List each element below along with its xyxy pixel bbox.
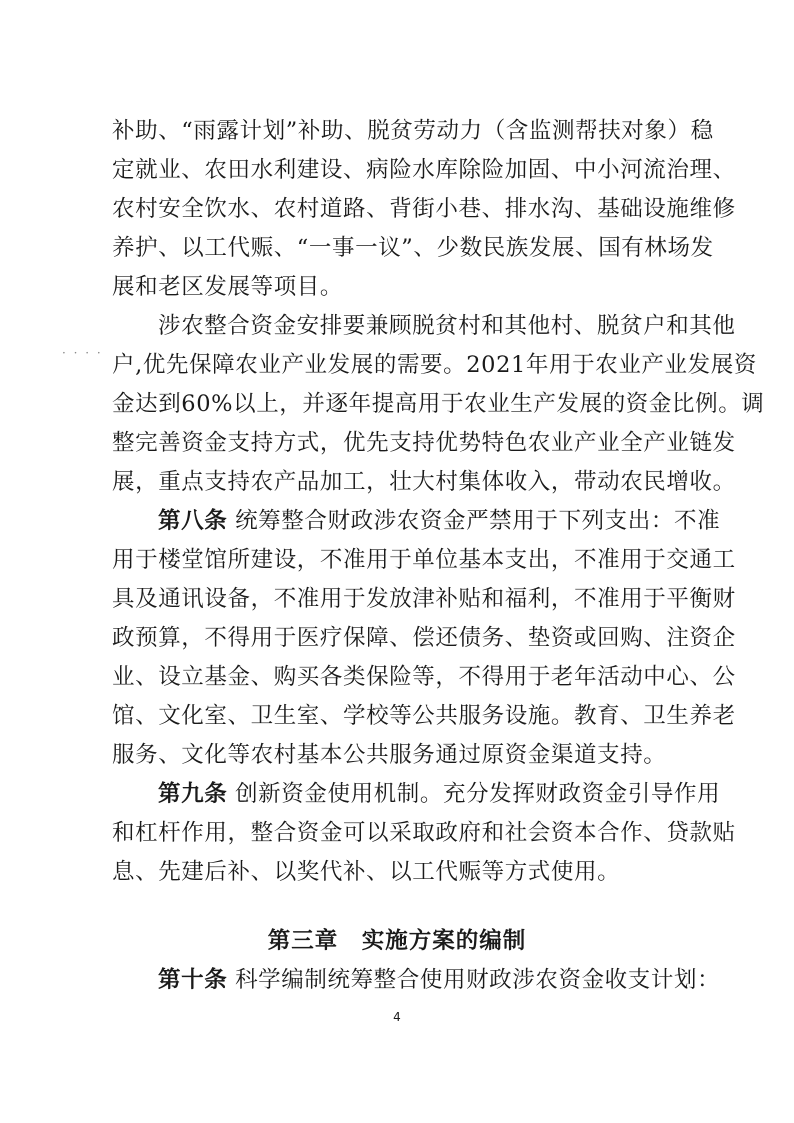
text-line-19: 和杠杆作用，整合资金可以采取政府和社会资本合作、贷款贴 <box>112 820 736 846</box>
article-text: 科学编制统筹整合使用财政涉农资金收支计划： <box>235 967 721 993</box>
text-line-17: 服务、文化等农村基本公共服务通过原资金渠道支持。 <box>112 742 667 768</box>
article-text: 创新资金使用机制。充分发挥财政资金引导作用 <box>235 781 721 807</box>
margin-dots: · · · · <box>62 346 103 360</box>
text-line-7: 户,优先保障农业产业发展的需要。2021年用于农业产业发展资 <box>112 352 757 378</box>
article-label: 第九条 <box>158 781 228 807</box>
article-ten-line <box>158 965 721 995</box>
text-line-9: 整完善资金支持方式，优先支持优势特色农业产业全产业链发 <box>112 430 736 456</box>
text-line-12: 用于楼堂馆所建设，不准用于单位基本支出，不准用于交通工 <box>112 547 736 573</box>
article-label: 第八条 <box>158 508 228 534</box>
text-line-3: 农村安全饮水、农村道路、背街小巷、排水沟、基础设施维修 <box>112 196 736 222</box>
text-line-5: 展和老区发展等项目。 <box>112 274 344 300</box>
article-text: 统筹整合财政涉农资金严禁用于下列支出：不准 <box>235 508 721 534</box>
text-line-1: 补助、“雨露计划”补助、脱贫劳动力（含监测帮扶对象）稳 <box>112 118 714 144</box>
text-line-8: 金达到60%以上，并逐年提高用于农业生产发展的资金比例。调 <box>112 391 765 417</box>
paragraph-start-line: 涉农整合资金安排要兼顾脱贫村和其他村、脱贫户和其他 <box>158 313 736 339</box>
text-line-16: 馆、文化室、卫生室、学校等公共服务设施。教育、卫生养老 <box>112 703 736 729</box>
page-number: 4 <box>393 1010 401 1024</box>
article-nine-line <box>158 779 721 809</box>
text-line-14: 政预算，不得用于医疗保障、偿还债务、垫资或回购、注资企 <box>112 625 736 651</box>
article-label: 第十条 <box>158 967 228 993</box>
article-eight-line <box>158 506 721 536</box>
text-line-4: 养护、以工代赈、“一事一议”、少数民族发展、国有林场发 <box>112 235 714 261</box>
text-line-20: 息、先建后补、以奖代补、以工代赈等方式使用。 <box>112 859 621 885</box>
chapter-heading: 第三章 实施方案的编制 <box>267 928 527 954</box>
text-line-10: 展，重点支持农产品加工，壮大村集体收入，带动农民增收。 <box>112 469 736 495</box>
text-line-2: 定就业、农田水利建设、病险水库除险加固、中小河流治理、 <box>112 157 736 183</box>
text-line-15: 业、设立基金、购买各类保险等，不得用于老年活动中心、公 <box>112 664 736 690</box>
text-line-13: 具及通讯设备，不准用于发放津补贴和福利，不准用于平衡财 <box>112 586 736 612</box>
